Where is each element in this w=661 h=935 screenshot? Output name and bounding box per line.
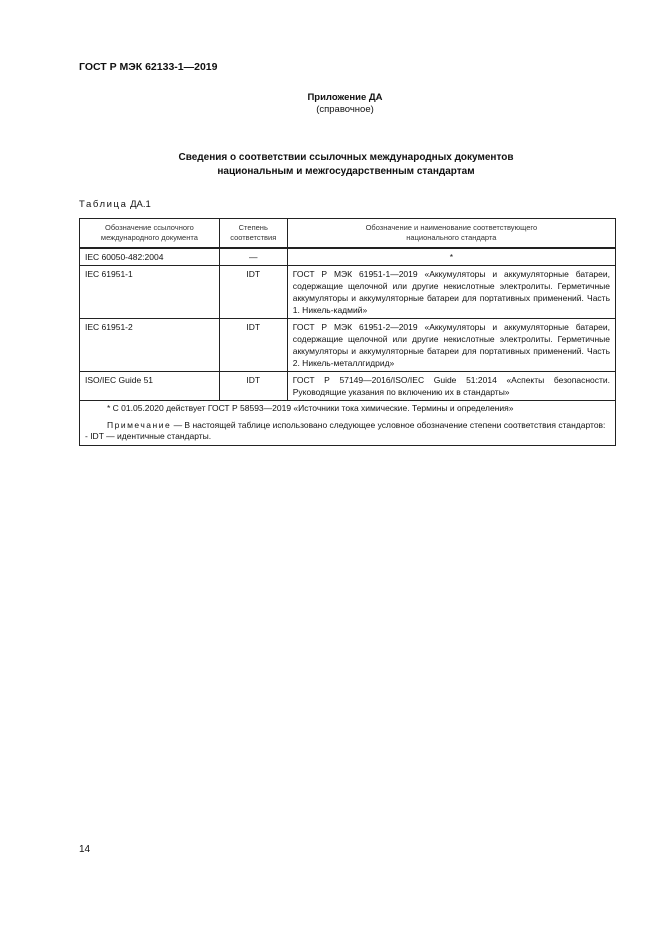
header-standard — [287, 219, 615, 249]
note — [85, 420, 610, 432]
cell-standard: ГОСТ Р МЭК 61951-1—2019 «Аккумуляторы и аккумуляторные батареи, содержащие щелочной или другие некислотные электролиты. Герметичные аккумуляторы и аккумуляторные батареи для портативных применений. Часть 1. Никель-кадмий» — [287, 266, 615, 319]
cell-degree: IDT — [219, 319, 287, 372]
table-row — [80, 319, 616, 372]
page-number: 14 — [79, 844, 91, 855]
cell-degree: IDT — [219, 266, 287, 319]
header-doc-line2: международного документа — [100, 233, 198, 242]
table-footer — [80, 401, 616, 446]
section-title — [0, 151, 661, 179]
header-doc-line1: Обозначение ссылочного — [104, 223, 194, 232]
header-degree-line2: соответствия — [230, 233, 277, 242]
table-header-row — [80, 219, 616, 249]
cell-standard: * — [287, 248, 615, 266]
section-title-line2: национальным и межгосударственным стандартам — [217, 166, 475, 177]
appendix-subtitle: (справочное) — [316, 104, 374, 115]
cell-standard: ГОСТ Р МЭК 61951-2—2019 «Аккумуляторы и аккумуляторные батареи, содержащие щелочной или другие некислотные электролиты. Герметичные аккумуляторы и аккумуляторные батареи для портативных применений. Часть 2. Никель-металлгидрид» — [287, 319, 615, 372]
table-footer-row — [80, 401, 616, 446]
cell-degree: — — [219, 248, 287, 266]
section-title-line1: Сведения о соответствии ссылочных международных документов — [178, 152, 514, 163]
document-header: ГОСТ Р МЭК 62133-1—2019 — [79, 61, 218, 73]
note-text: — В настоящей таблице использовано следующее условное обозначение степени соответствия стандартов: — [171, 419, 606, 430]
correspondence-table — [79, 218, 616, 446]
table-row — [80, 248, 616, 266]
header-degree-line1: Степень — [238, 223, 268, 232]
appendix-title: Приложение ДА — [307, 92, 383, 103]
table-caption-prefix: Таблица — [79, 199, 128, 210]
header-doc — [80, 219, 220, 249]
note-label: Примечание — [107, 419, 172, 430]
cell-standard: ГОСТ Р 57149—2016/ISO/IEC Guide 51:2014 «Аспекты безопасности. Руководящие указания по включению их в стандарты» — [287, 372, 615, 401]
table-caption-number: ДА.1 — [130, 199, 151, 210]
table-row — [80, 266, 616, 319]
cell-doc: ISO/IEC Guide 51 — [80, 372, 220, 401]
cell-doc: IEC 61951-2 — [80, 319, 220, 372]
table-caption — [79, 199, 151, 210]
table-row — [80, 372, 616, 401]
header-degree — [219, 219, 287, 249]
header-standard-line1: Обозначение и наименование соответствующего — [365, 223, 538, 232]
cell-doc: IEC 61951-1 — [80, 266, 220, 319]
header-standard-line2: национального стандарта — [406, 233, 497, 242]
footnote: * С 01.05.2020 действует ГОСТ Р 58593—2019 «Источники тока химические. Термины и определения» — [107, 403, 514, 413]
cell-degree: IDT — [219, 372, 287, 401]
cell-doc: IEC 60050-482:2004 — [80, 248, 220, 266]
note-item: - IDT — идентичные стандарты. — [85, 431, 212, 441]
